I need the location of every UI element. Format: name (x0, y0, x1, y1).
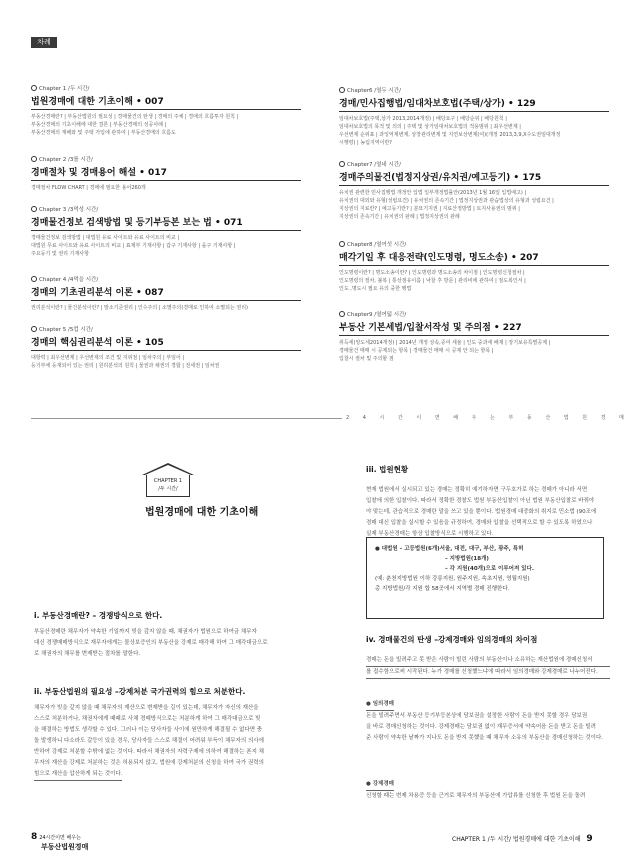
clock-icon (339, 241, 345, 247)
section-body: 채무자가 빚을 갚지 않을 때 채무자의 재산으로 변제받을 길이 있는데, 채무자가 자신의 재산을 스스로 처분하거나, 채권자에게 때때로 사채 경매방식으로는 처분하게 하여 그 매각대금으로 빚 을 해결하는 방법도 생각할 수 있다. 그러나 이는 당사자들 사이에 원만하게 해결될 수 없다면 충 돌 발생하니 다소라도 갈등이 있을 경우, 당사자들 스스로 해결이 어려워 부득이 채무자의 의사에 반하여 강제로 처분할 수밖에 없는 것이다. 따라서 채권자의 자력구제에 의하여 해결하는 폰지 채 무자의 재산을 강제로 처분하는 것은 허용되지 않고, 법원에 강제처분의 신청을 하여 국가 권력의 힘으로 재산을 압산하게 되는 것이다. (34, 703, 304, 781)
clock-icon (339, 311, 345, 317)
toc-entry[interactable] (31, 155, 301, 192)
section-heading: iv. 경매물건의 탄생 –강제경매와 임의경매의 차이점 (366, 635, 538, 644)
toc-subtopics: 경매물건정보 검색방법 | 대법원 유료 사이트와 유료 사이트의 비교 | 대법원 무료 사이트와 유료 사이트의 비교 | 표제부 기재사항 | 갑구 기재사항 | 을구 기재사항 | 주요등기 및 권리 기재사항 (31, 235, 236, 257)
toc-subtopics: 유치권 관련한 민사집행법 개정안 입법 일부개정법률안(2013년 1월 16일 입법예고) | 유치권의 대외와 유형(성립요건) | 유치권의 존속기간 | 법정지상권과 관습법상의 유형과 성립요건 | 지상권의 지료란? | 예고등기란? | 분묘기지권 | 지료산정방법 | 토지사용권의 범위 | 지상권의 존속기간 | 유치권의 판례 | 법정지상권의 판례 (339, 190, 554, 220)
footer-series: 24시간이면 배우는 (39, 835, 81, 841)
toc-title: 경매의 기초권리분석 이론 • 087 (31, 285, 301, 301)
section (366, 464, 610, 540)
toc-entry[interactable] (31, 275, 301, 312)
clock-icon (31, 206, 37, 212)
toc-entry[interactable] (31, 205, 301, 258)
footer-left (31, 832, 88, 852)
section-heading: ii. 부동산법원의 필요성 –강제처분 국가권력의 힘으로 처분한다. (34, 687, 246, 696)
footer-chapter: CHAPTER 1 /두 시간/ 법원경매에 대한 기초이해 (452, 836, 581, 843)
section (366, 634, 610, 679)
toc-chapter-label: Chapter 1 /두 시간/ (39, 86, 90, 92)
toc-subtopics: 인도명령이란? | 명도소송이란? | 인도명령과 명도소송의 차이점 | 인도명령신청절차 | 인도명령의 절차, 불복 | 통상점유이름 | 낙찰 후 방문 | 관리비에 관하여 | 점도복인서 | 인도 ,명도시 필요 유의 중한 행법 (339, 270, 526, 292)
toc-title: 경매/민사집행법/임대차보호법(주택/상가) • 129 (339, 96, 609, 112)
section-body: 경매는 돈을 빌려주고 못 받은 사람이 빌린 사람의 부동산이나 소유하는 재산법원에 경매신청서 를 접수함으로써 시작된다. 누가 경매를 신청했느냐에 따라서 임의경매와 강제경매로 나누어진다. (366, 655, 610, 679)
section (34, 610, 304, 660)
clock-icon (31, 85, 37, 91)
section-heading: iii. 법원현황 (366, 465, 409, 474)
toc-entry[interactable] (31, 84, 301, 137)
sub-item-body: 돈을 빌려주면서 부동산 등기부등본상에 담보권을 설정한 사람이 돈을 받지 못할 경우 담보권 을 바로 경매신청하는 것이다. 강제경매는 담보권 없이 재무증서에 약속어음 돈을 받고 돈을 빌려 준 사람이 약속한 날짜가 지나도 돈을 받지 못했을 때 채무자 소유의 부동산을 경매신청하는 것이다. (366, 713, 603, 741)
toc-title: 법원경매에 대한 기초이해 • 007 (31, 94, 301, 110)
toc-entry[interactable] (339, 160, 609, 221)
toc-badge: 차례 (31, 37, 57, 48)
sub-item (366, 770, 610, 802)
section-heading: i. 부동산경매란? – 경쟁방식으로 한다. (34, 611, 163, 620)
page-number: 8 (31, 832, 38, 842)
section-body: 부동산경매란 채무자가 약속한 기일까지 빚을 갚지 않을 때, 채권자가 법원으로 하여금 채무자 대신 경쟁매매방식으로 재무자에게는 물상보증인의 부동산을 강제로 매각해 하여 그 매각대금으로 로 채권자의 채무를 변제받는 절차를 말한다. (34, 629, 268, 657)
toc-chapter-label: Chapter 3 /3먹성 시간/ (39, 207, 99, 213)
chapter-title: 법원경매에 대한 기초이해 (145, 507, 259, 518)
footer-book-title: 부동산법원경매 (41, 843, 89, 851)
section-body: 현재 법원에서 실시되고 있는 경매는 정확히 예기하자면 구두호가로 하는 경매가 아니라 서면 입찰에 의한 입찰이다. 따라서 정확한 경찰도 법원 부동산입찰이 아닌 법원 부동산입찰로 바꿔야 야 맞는데, 관습적으로 경매란 말을 쓰고 있을 뿐이다. 법원경매 대중화의 취지로 민소법 (90조에 경매 대신 입찰을 실시할 수 있음을 규정하여, 경매와 입찰을 선택적으로 할 수 있도록 하였으나 실제 부동산경매는 항상 입찰방식으로 시행하고 있다. (366, 487, 597, 537)
toc-chapter-label: Chapter7 /열네 시간/ (347, 162, 401, 168)
toc-chapter-label: Chapter 5 /5컵 시간/ (39, 327, 93, 333)
toc-title: 경매절차 및 경매용어 해설 • 017 (31, 165, 301, 181)
toc-entry[interactable] (339, 86, 609, 147)
clock-icon (339, 161, 345, 167)
toc-chapter-label: Chapter 2 /3를 시간/ (39, 157, 93, 163)
footer-right (452, 834, 593, 844)
sub-item-body: 신청할 때는 변제 차용증 등을 근거로 채무자의 부동산에 가압류를 신청한 후 법원 돈을 돌려 (366, 793, 586, 799)
clock-icon (31, 326, 37, 332)
toc-title: 매각기일 후 대응전략(인도명령, 명도소송) • 207 (339, 250, 609, 266)
toc-subtopics: 취득세(양도세2014개정) | 2014년 개정 상속,증여 세율 | 인도 중과세 배제 | 장기보유특별공제 | 경매물건 매매 시 공제되는 항목 | 경매물건 매매 시 공제 안 되는 항목 | 입찰시 절차 및 주의할 점 (339, 340, 551, 362)
court-info-box: ● 대법원 – 고등법원(6개)서울, 대전, 대구, 부산, 광주, 특허 – 지방법원(18개) – 각 지원(40개)으로 이루어져 있다. (예: 춘천지방법원 이하 강릉지원, 원주지원, 속초지원, 영월지원) 총 지방법원/각 지원 합 58곳에서 지역별 경매 진행한다. (366, 537, 604, 619)
clock-icon (339, 87, 345, 93)
chapter-label: CHAPTER 1 (153, 478, 183, 484)
toc-chapter-label: Chapter8 /열여섯 시간/ (347, 242, 407, 248)
section (34, 686, 304, 781)
toc-title: 경매주의물건(법정지상권/유치권/예고등기) • 175 (339, 170, 609, 186)
toc-title: 경매물건정보 검색방법 및 등기부등본 보는 법 • 071 (31, 215, 301, 231)
toc-entry[interactable] (339, 310, 609, 363)
toc-subtopics: 임대차보호법(주택,상가 2013,2014개정) | 배당요구 | 배당순위 | 배당원칙 | 임대차보호법의 목적 및 의의 | 주택 및 상가임대차보호법의 적용범위 | 최우선변제 | 우선변제 순위표 | 과잉억제변제, 상장관리변제 및 지연보상변제(여)(개정 2013,3,9,X수도권임대개정 시행령) | 농림지역이란? (339, 116, 561, 146)
clock-icon (31, 156, 37, 162)
toc-title: 경매의 핵심권리분석 이론 • 105 (31, 335, 301, 351)
toc-entry[interactable] (339, 240, 609, 293)
divider-caption: 2 4 시 간 이 면 배 우 는 부 동 산 법 원 경 매 (342, 414, 634, 421)
toc-subtopics: 권리분석이란? | 물건분석이란? | 말소기준권리 | 인수주의 | 소멸주의(경매로 인하여 소멸되는 권리) (31, 305, 248, 311)
chapter-sub: /두 시간/ (158, 486, 178, 492)
toc-title: 부동산 기본세법/입찰서작성 및 주의점 • 227 (339, 320, 609, 336)
chapter-house-icon (128, 463, 208, 501)
sub-item (366, 690, 610, 744)
page-number: 9 (586, 834, 593, 844)
toc-subtopics: 경매절차 FLOW CHART | 경매에 필요한 용어260개 (31, 185, 146, 191)
toc-entry[interactable] (31, 325, 301, 370)
toc-chapter-label: Chapter9 /열여덟 시간/ (347, 312, 407, 318)
toc-subtopics: 대항력 | 최우선변제 | 우선변제의 조건 및 지위점 | 임차주의 | 부임어 | 등기부에 등재되어 있는 권리 | 원리분석의 원칙 | 물권과 채권의 경합 | 전세권 | 임차권 (31, 355, 220, 369)
toc-chapter-label: Chapter6 /열두 시간/ (347, 88, 401, 94)
sub-item-label: ● 강제경매 (366, 779, 394, 791)
sub-item-label: ● 임의경매 (366, 699, 394, 711)
toc-subtopics: 부동산경매란? | 부동산법원의 필요성 | 경매물건의 탄생 | 경매의 주체 | 경매의 흐름투자 원칙 | 부동산경매의 기초이해에 대한 결론 | 부동산경매의 성공사례 | 부동산경매의 재배와 및 주택 가입에 관하여 | 부동산경매의 흐름도 (31, 114, 239, 136)
toc-chapter-label: Chapter 4 /4먹을 시간/ (39, 277, 99, 283)
clock-icon (31, 276, 37, 282)
